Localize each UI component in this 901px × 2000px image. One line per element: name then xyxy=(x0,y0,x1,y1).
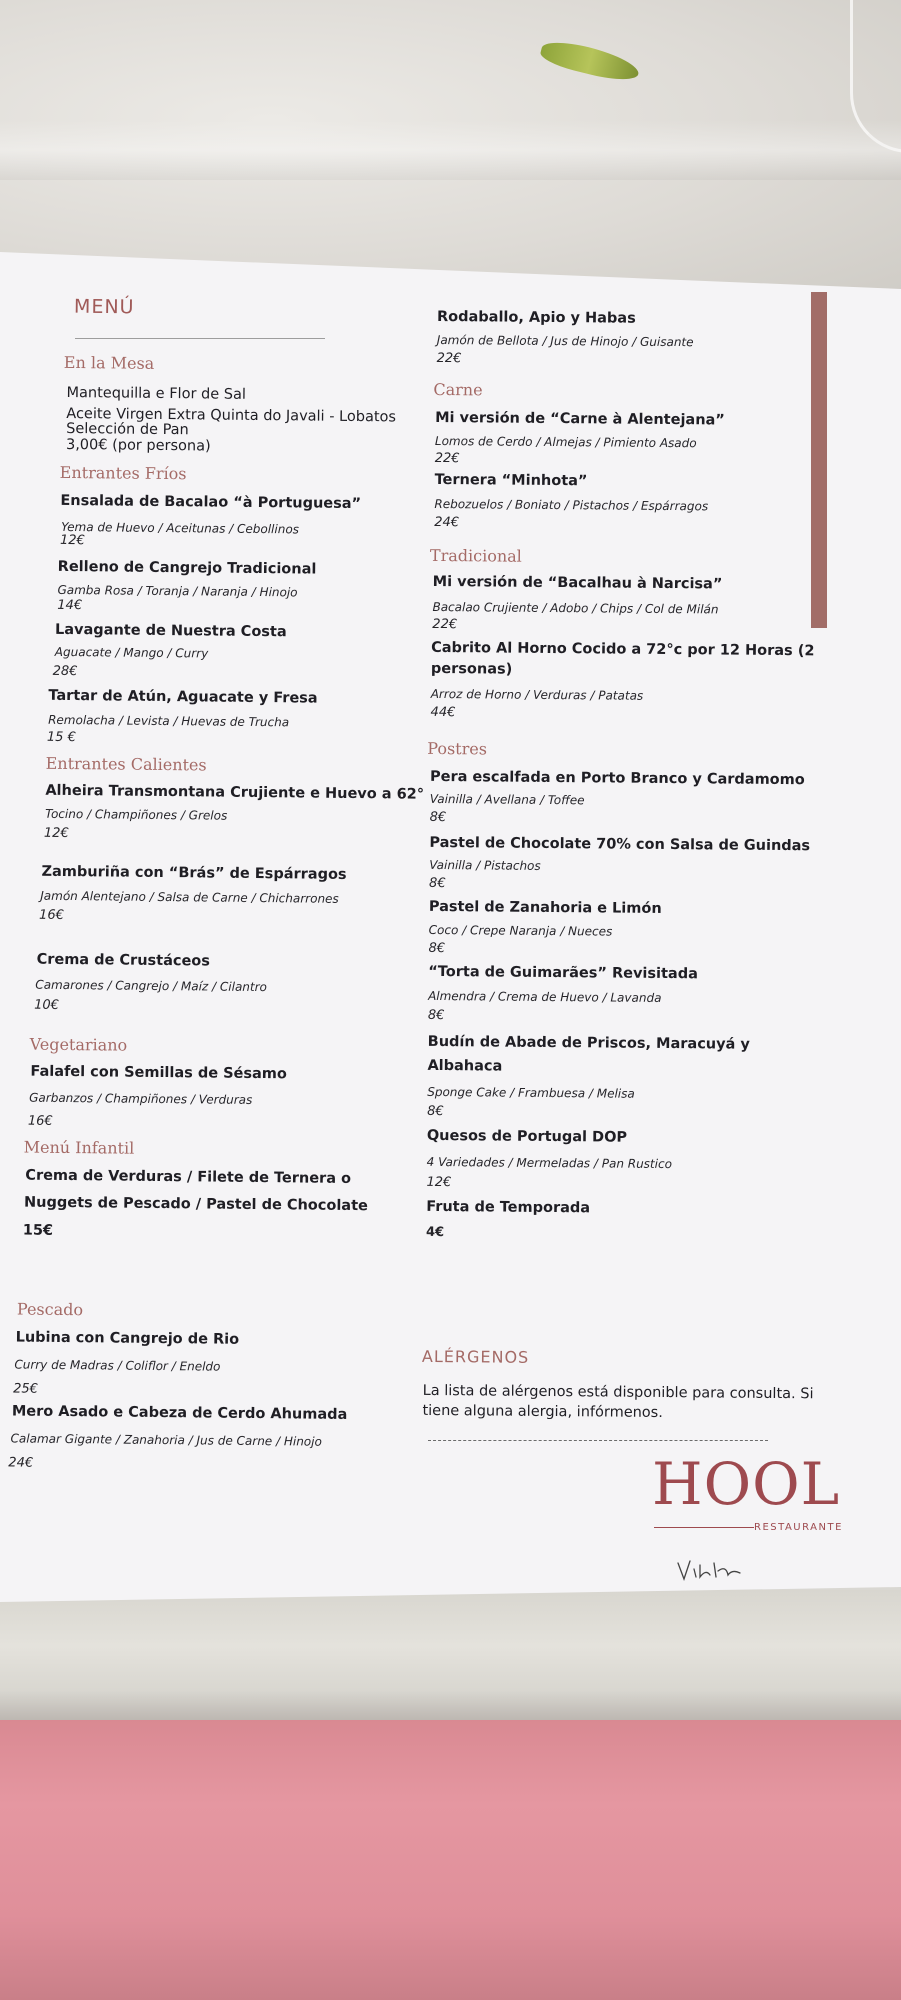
dish-name: Mero Asado e Cabeza de Cerdo Ahumada xyxy=(11,1403,348,1423)
dish-description: Rebozuelos / Boniato / Pistachos / Espárragos xyxy=(434,496,709,514)
dish-description: Gamba Rosa / Toranja / Naranja / Hinojo xyxy=(57,582,298,600)
dish-name: Pastel de Zanahoria e Limón xyxy=(428,898,662,917)
dish-description: Aguacate / Mango / Curry xyxy=(54,644,209,661)
dish-description: Jamón Alentejano / Salsa de Carne / Chicharrones xyxy=(40,888,339,906)
mesa-line: Aceite Virgen Extra Quinta do Javali - Lobatos xyxy=(66,405,397,426)
dish-description: Remolacha / Levista / Huevas de Trucha xyxy=(48,712,290,730)
kids-menu-price: 15€ xyxy=(22,1222,54,1239)
dish-description: Bacalao Crujiente / Adobo / Chips / Col de Milán xyxy=(432,599,719,617)
dish-price: 28€ xyxy=(52,663,78,680)
dish-name: Falafel con Semillas de Sésamo xyxy=(30,1063,287,1083)
mesa-price: 3,00€ (por persona) xyxy=(65,436,211,455)
dish-description: Arroz de Horno / Verduras / Patatas xyxy=(430,686,644,703)
dish-price: 4€ xyxy=(425,1224,445,1241)
dish-price: 8€ xyxy=(429,875,446,892)
dish-name: Lubina con Cangrejo de Rio xyxy=(15,1329,240,1348)
allergens-title: ALÉRGENOS xyxy=(421,1346,530,1367)
dish-name-continued: personas) xyxy=(430,660,513,678)
dish-price: 12€ xyxy=(426,1174,452,1191)
section-tradicional: Tradicional xyxy=(429,545,522,566)
dish-price: 8€ xyxy=(428,940,446,957)
mesa-line: Mantequilla e Flor de Sal xyxy=(66,384,246,403)
dish-name-continued: Albahaca xyxy=(427,1057,503,1075)
dish-price: 8€ xyxy=(427,1007,445,1024)
dish-description: 4 Variedades / Mermeladas / Pan Rustico xyxy=(426,1154,673,1172)
restaurant-logo: HOOL xyxy=(652,1450,841,1518)
section-en-la-mesa: En la Mesa xyxy=(63,352,155,373)
dish-name: Quesos de Portugal DOP xyxy=(426,1127,628,1146)
dish-description: Yema de Huevo / Aceitunas / Cebollinos xyxy=(61,519,300,537)
dish-name: Cabrito Al Horno Cocido a 72°c por 12 Horas (2 xyxy=(431,639,815,660)
dish-name: Lavagante de Nuestra Costa xyxy=(54,621,287,641)
dish-price: 22€ xyxy=(434,450,460,467)
section-postres: Postres xyxy=(427,738,488,759)
dish-description: Sponge Cake / Frambuesa / Melisa xyxy=(427,1084,635,1101)
section-pescado: Pescado xyxy=(16,1299,84,1320)
accent-bar xyxy=(811,292,827,628)
allergens-text: tiene alguna alergia, infórmenos. xyxy=(422,1402,663,1421)
dish-price: 22€ xyxy=(436,350,462,367)
dish-price: 16€ xyxy=(27,1113,53,1129)
dotted-divider xyxy=(428,1440,768,1441)
dish-price: 12€ xyxy=(43,825,69,842)
dish-price: 15 € xyxy=(46,729,76,746)
dish-description: Vainilla / Avellana / Toffee xyxy=(429,791,585,808)
dish-name: Rodaballo, Apio y Habas xyxy=(436,308,636,327)
dish-name: Budín de Abade de Priscos, Maracuyá y xyxy=(427,1033,750,1053)
dish-price: 22€ xyxy=(432,616,458,633)
dish-name: Pastel de Chocolate 70% con Salsa de Guindas xyxy=(429,834,811,855)
dish-name: Mi versión de “Bacalhau à Narcisa” xyxy=(432,573,723,593)
section-carne: Carne xyxy=(433,379,483,400)
dish-description: Jamón de Bellota / Jus de Hinojo / Guisante xyxy=(436,332,694,350)
dish-price: 24€ xyxy=(8,1455,34,1471)
menu-title: MENÚ xyxy=(73,295,135,319)
dish-name: “Torta de Guimarães” Revisitada xyxy=(428,963,698,983)
dish-name: Relleno de Cangrejo Tradicional xyxy=(57,558,317,578)
dish-description: Almendra / Crema de Huevo / Lavanda xyxy=(428,988,662,1005)
logo-subtitle: RESTAURANTE xyxy=(754,1522,843,1533)
dish-price: 12€ xyxy=(59,532,85,549)
dish-price: 14€ xyxy=(57,597,83,614)
section-vegetariano: Vegetariano xyxy=(29,1034,128,1055)
kids-menu-line: Crema de Verduras / Filete de Ternera o xyxy=(25,1167,352,1187)
dish-description: Calamar Gigante / Zanahoria / Jus de Carne / Hinojo xyxy=(10,1431,322,1449)
section-entrantes-calientes: Entrantes Calientes xyxy=(45,753,207,775)
dish-name: Zamburiña con “Brás” de Espárragos xyxy=(41,863,347,883)
dish-price: 10€ xyxy=(34,997,60,1013)
dish-name: Fruta de Temporada xyxy=(426,1198,591,1217)
dish-description: Tocino / Champiñones / Grelos xyxy=(45,806,228,823)
chef-signature xyxy=(676,1555,746,1585)
dish-price: 8€ xyxy=(429,809,447,826)
dish-name: Mi versión de “Carne à Alentejana” xyxy=(435,409,725,429)
tablecloth-fold xyxy=(0,120,901,180)
section-menu-infantil: Menú Infantil xyxy=(23,1137,135,1158)
dish-name: Ternera “Minhota” xyxy=(434,471,588,490)
dish-name: Alheira Transmontana Crujiente e Huevo a 62° xyxy=(45,782,425,803)
title-rule xyxy=(75,338,325,339)
dish-name: Tartar de Atún, Aguacate y Fresa xyxy=(48,687,318,707)
dish-price: 16€ xyxy=(39,907,64,923)
dish-name: Pera escalfada en Porto Branco y Cardamomo xyxy=(429,768,805,789)
allergens-text: La lista de alérgenos está disponible para consulta. Si xyxy=(422,1382,814,1403)
dish-description: Coco / Crepe Naranja / Nueces xyxy=(428,922,613,939)
mesa-line: Selección de Pan xyxy=(66,420,189,439)
dish-price: 25€ xyxy=(13,1381,39,1397)
dish-description: Lomos de Cerdo / Almejas / Pimiento Asado xyxy=(434,433,697,451)
dish-name: Crema de Crustáceos xyxy=(36,951,211,970)
pink-fabric xyxy=(0,1720,901,2000)
dish-price: 24€ xyxy=(434,514,460,531)
dish-description: Garbanzos / Champiñones / Verduras xyxy=(29,1090,253,1107)
kids-menu-line: Nuggets de Pescado / Pastel de Chocolate xyxy=(23,1194,368,1215)
dish-description: Curry de Madras / Coliflor / Eneldo xyxy=(14,1357,221,1374)
dish-price: 44€ xyxy=(430,704,456,721)
section-entrantes-frios: Entrantes Fríos xyxy=(59,462,187,484)
dish-description: Vainilla / Pistachos xyxy=(429,857,541,873)
dish-description: Camarones / Cangrejo / Maíz / Cilantro xyxy=(35,977,268,995)
dish-price: 8€ xyxy=(427,1103,444,1120)
logo-rule xyxy=(654,1527,754,1528)
dish-name: Ensalada de Bacalao “à Portuguesa” xyxy=(60,492,362,513)
